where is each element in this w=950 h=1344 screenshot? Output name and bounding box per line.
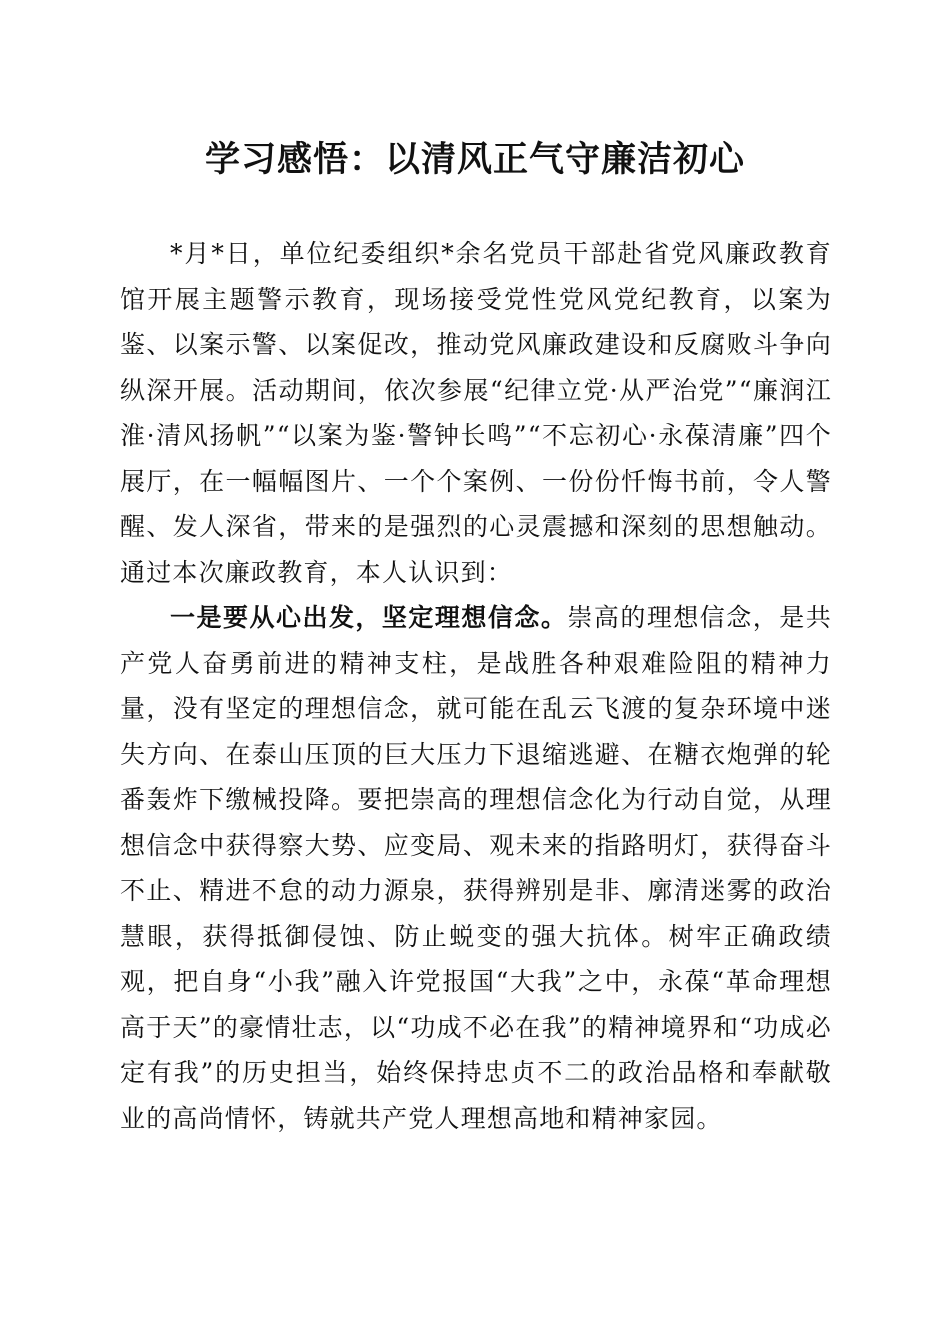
point-one-paragraph [120, 595, 832, 1141]
document-title: 学习感悟：以清风正气守廉洁初心 [204, 139, 745, 180]
point-one-text: 崇高的理想信念，是共产党人奋勇前进的精神支柱，是战胜各种艰难险阻的精神力量，没有坚定的理想信念，就可能在乱云飞渡的复杂环境中迷失方向、在泰山压顶的巨大压力下退缩逃避、在糖衣炮弹的轮番轰炸下缴械投降。要把崇高的理想信念化为行动自觉，从理想信念中获得察大势、应变局、观未来的指路明灯，获得奋斗不止、精进不怠的动力源泉，获得辨别是非、廓清迷雾的政治慧眼，获得抵御侵蚀、防止蜕变的强大抗体。树牢正确政绩观，把自身“小我”融入许党报国“大我”之中，永葆“革命理想高于天”的豪情壮志，以“功成不必在我”的精神境界和“功成必定有我”的历史担当，始终保持忠贞不二的政治品格和奉献敬业的高尚情怀，铸就共产党人理想高地和精神家园。 [120, 603, 832, 1133]
document-body [120, 231, 832, 1141]
intro-paragraph [120, 231, 832, 595]
intro-paragraph-text: *月*日，单位纪委组织*余名党员干部赴省党风廉政教育馆开展主题警示教育，现场接受党性党风党纪教育，以案为鉴、以案示警、以案促改，推动党风廉政建设和反腐败斗争向纵深开展。活动期间，依次参展“纪律立党·从严治党”“廉润江淮·清风扬帆”“以案为鉴·警钟长鸣”“不忘初心·永葆清廉”四个展厅，在一幅幅图片、一个个案例、一份份忏悔书前，令人警醒、发人深省，带来的是强烈的心灵震撼和深刻的思想触动。通过本次廉政教育，本人认识到： [120, 239, 832, 587]
point-one-lead: 一是要从心出发，坚定理想信念。 [170, 603, 568, 632]
